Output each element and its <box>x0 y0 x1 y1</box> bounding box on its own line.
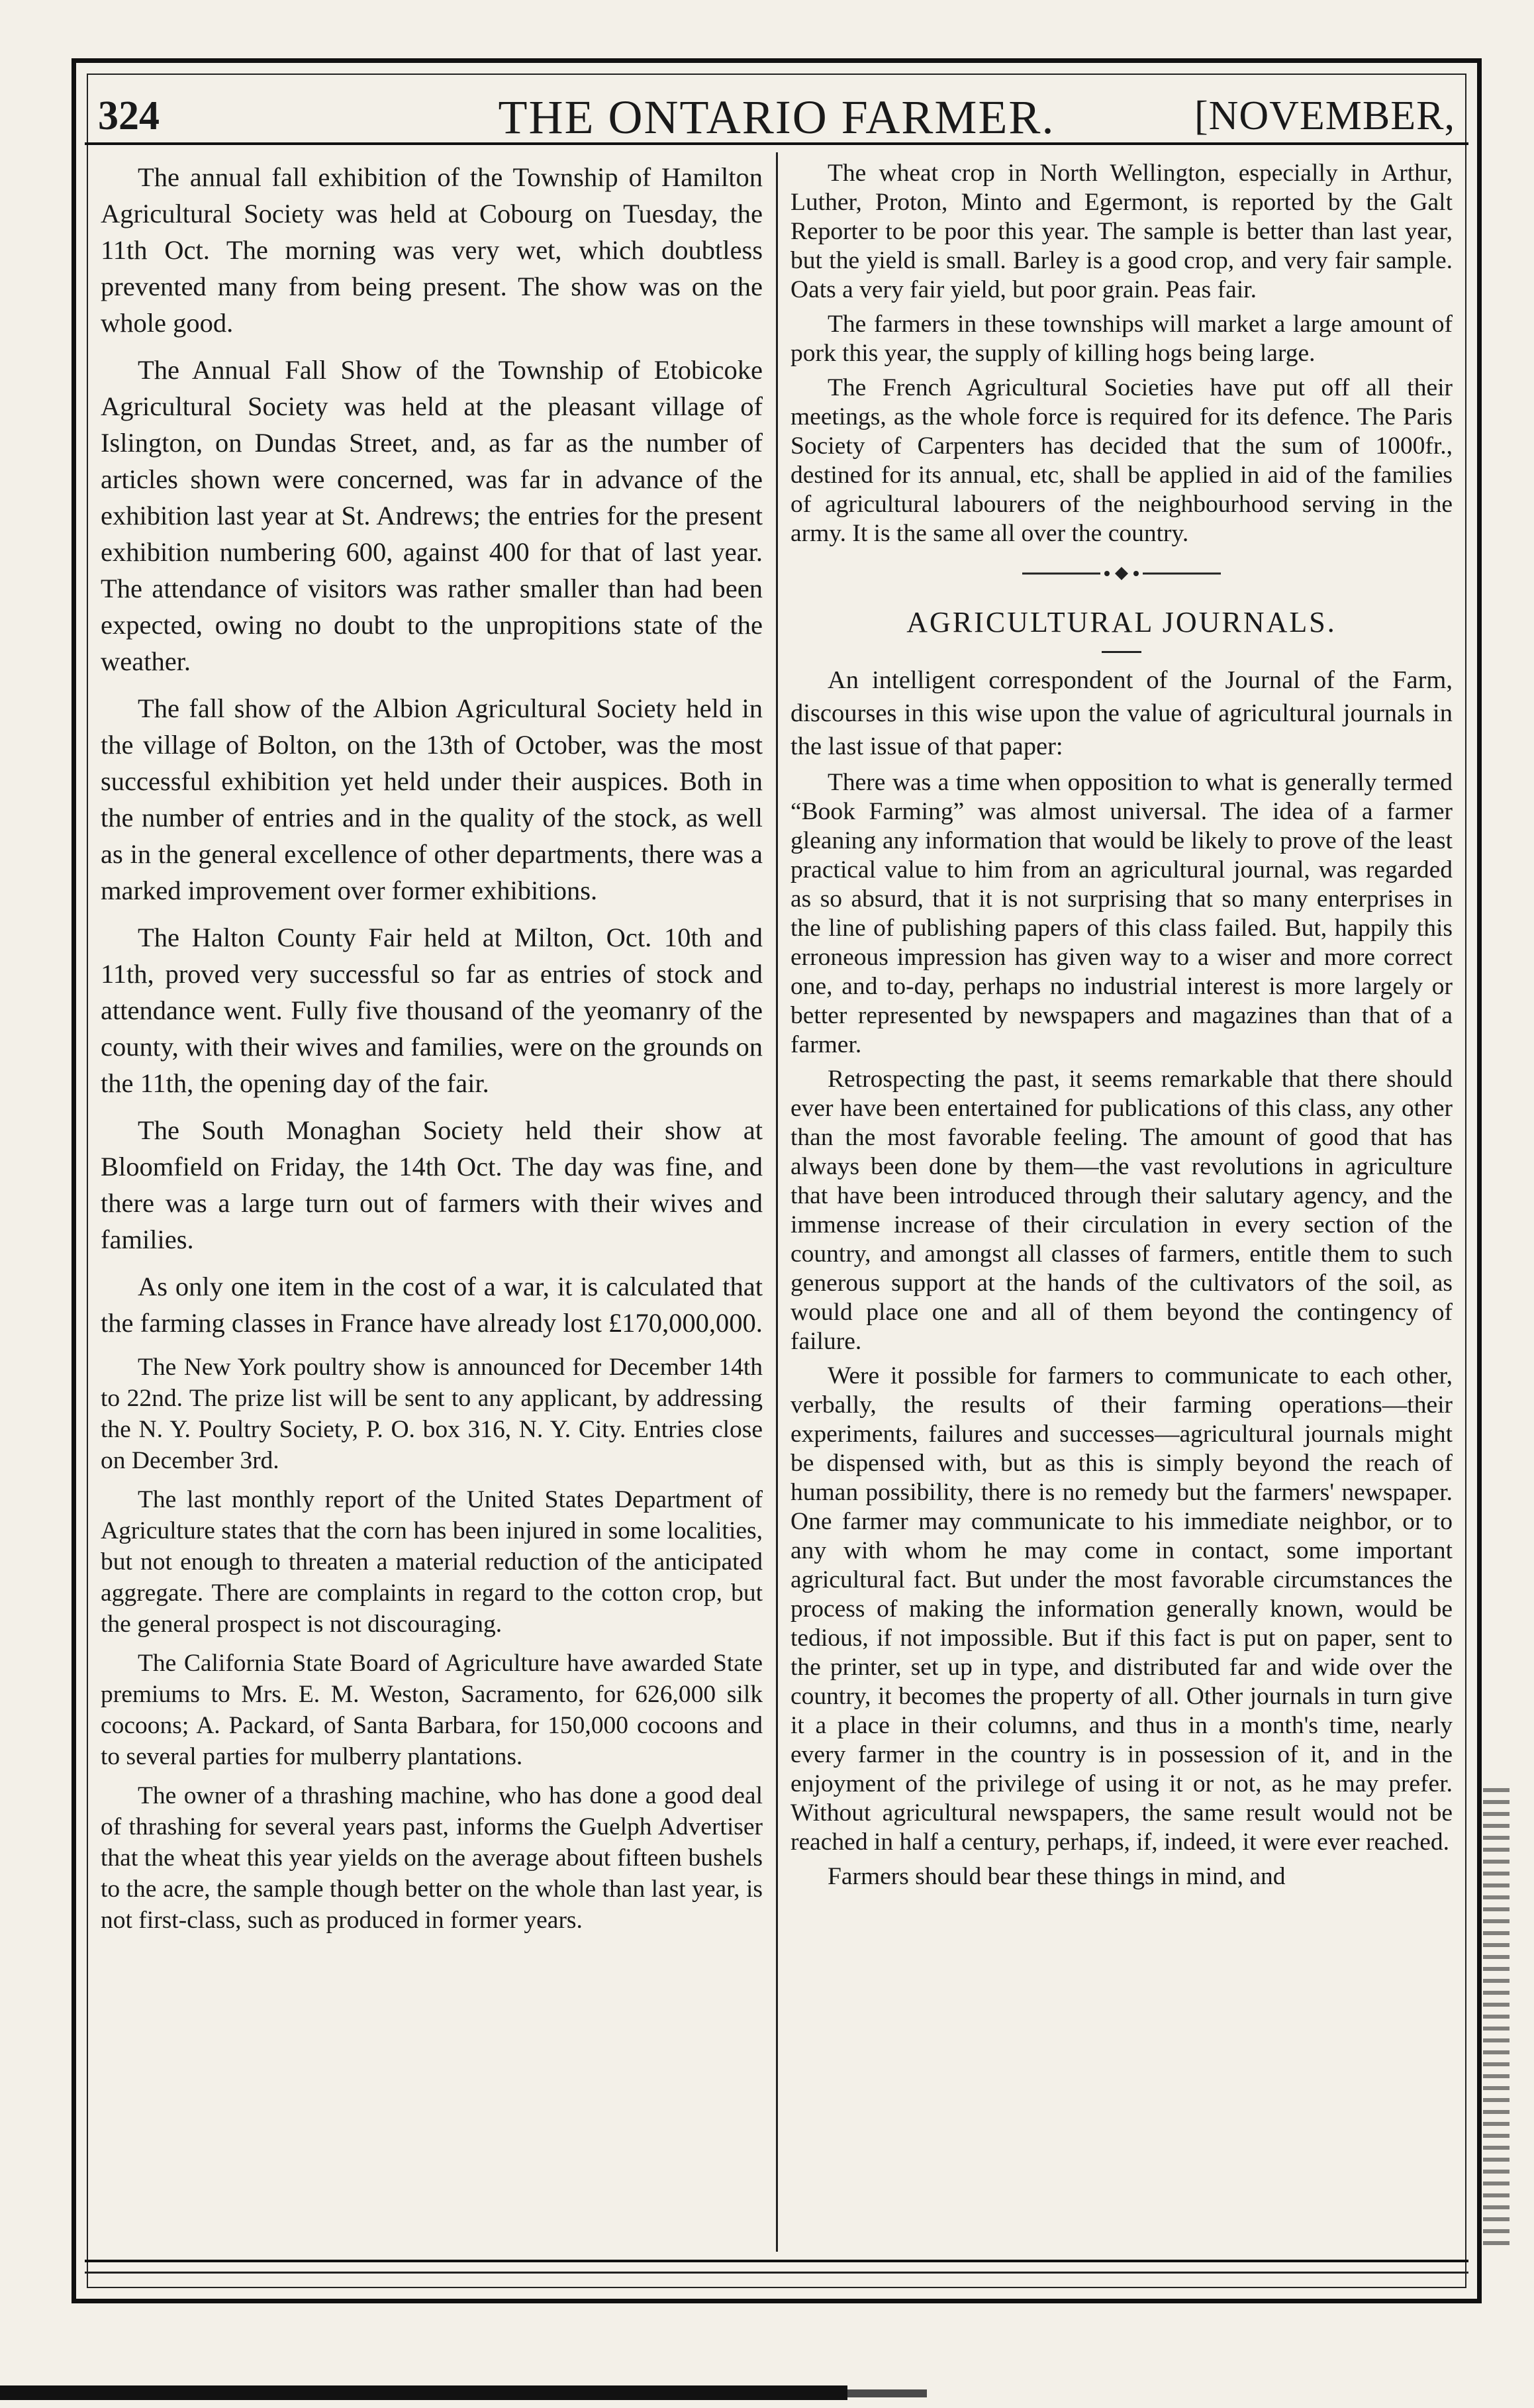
article-wellington-wheat: The wheat crop in North Wellington, especially in Arthur, Luther, Proton, Minto and Egermont, is reported by the Galt Reporter to be poor this year. The sample is better than last year, but the yield is small. Barley is a good crop, and very fair sample. Oats a very fair yield, but poor grain. Peas fair. <box>791 160 1453 303</box>
column-divider <box>776 152 778 2252</box>
scan-bar <box>0 2385 847 2400</box>
article-halton: The Halton County Fair held at Milton, Oct. 10th and 11th, proved very successful so far as entries of stock and attendance went. Fully five thousand of the yeomanry of the county, with their wives and families, were on the grounds on the 11th, the opening day of the fair. <box>101 923 763 1098</box>
article-france-war: As only one item in the cost of a war, it is calculated that the farming classes in France have already lost £170,000,000. <box>101 1272 763 1338</box>
page-title: THE ONTARIO FARMER. <box>498 91 1055 144</box>
header-rule <box>85 142 1468 145</box>
article-french-societies: The French Agricultural Societies have put off all their meetings, as the whole force is required for its defence. The Paris Society of Carpenters has decided that the sum of 1000fr., destined for its annual, etc, shall be applied in aid of the families of agricultural labourers of the neighbourhood serving in the army. It is the same all over the country. <box>791 374 1453 547</box>
article-thrashing: The owner of a thrashing machine, who has done a good deal of thrashing for several years past, informs the Guelph Advertiser that the wheat this year yields on the average about fifteen bushels to the acre, the sample though better on the whole than last year, is not first-class, such as produced in former years. <box>101 1782 763 1934</box>
issue-month: [NOVEMBER, <box>1194 93 1455 138</box>
journals-paragraph-2: Retrospecting the past, it seems remarkable that there should ever have been entertained for publications of this class, any other than the most favorable feeling. The amount of good that has always been done by them—the vast revolutions in agriculture that have been introduced through their salutary agency, and the immense increase of their circulation in every section of the country, and amongst all classes of farmers, entitle them to such generous support at the hands of the cultivators of the soil, as would place one and all of them beyond the contingency of failure. <box>791 1066 1453 1355</box>
article-pork: The farmers in these townships will market a large amount of pork this year, the supply of killing hogs being large. <box>791 311 1453 367</box>
journals-paragraph-4: Farmers should bear these things in mind, and <box>828 1863 1286 1890</box>
article-us-department: The last monthly report of the United States Department of Agriculture states that the corn has been injured in some localities, but not enough to threaten a material reduction of the anticipated aggregate. There are complaints in regard to the cotton crop, but the general prospect is not discouraging. <box>101 1486 763 1638</box>
article-california: The California State Board of Agriculture have awarded State premiums to Mrs. E. M. Weston, Sacramento, for 626,000 silk cocoons; A. Packard, of Santa Barbara, for 150,000 cocoons and to several parties for mulberry plantations. <box>101 1650 763 1770</box>
left-column <box>101 159 763 2245</box>
article-hamilton: The annual fall exhibition of the Township of Hamilton Agricultural Society was held at Cobourg on Tuesday, the 11th Oct. The morning was very wet, which doubtless prevented many from being present. The show was on the whole good. <box>101 162 763 338</box>
section-heading: AGRICULTURAL JOURNALS. <box>906 606 1337 638</box>
page-header <box>98 86 1455 143</box>
scan-bar-tail <box>847 2389 927 2397</box>
section-ornament <box>791 566 1453 581</box>
article-ny-poultry: The New York poultry show is announced for December 14th to 22nd. The prize list will be sent to any applicant, by addressing the N. Y. Poultry Society, P. O. box 316, N. Y. City. Entries close on December 3rd. <box>101 1354 763 1474</box>
scan-edge-mark <box>1483 1788 1510 2252</box>
heading-rule <box>1102 651 1141 653</box>
footer-rule-inner <box>85 2272 1468 2274</box>
journals-paragraph-1: There was a time when opposition to what is generally termed “Book Farming” was almost universal. The idea of a farmer gleaning any information that would be likely to prove of the least practical value to him from an agricultural journal, was regarded as so absurd, that it is not surprising that so many enterprises in the line of publishing papers of this class failed. But, happily this erroneous impression has given way to a wiser and more correct one, and to-day, perhaps no industrial interest is more largely or better represented by newspapers and magazines than that of a farmer. <box>791 769 1453 1058</box>
article-south-monaghan: The South Monaghan Society held their show at Bloomfield on Friday, the 14th Oct. The day was fine, and there was a large turn out of farmers with their wives and families. <box>101 1115 763 1254</box>
page-number: 324 <box>98 93 160 138</box>
section-intro: An intelligent correspondent of the Journal of the Farm, discourses in this wise upon the value of agricultural journals in the last issue of that paper: <box>791 666 1453 760</box>
footer-rule <box>85 2260 1468 2262</box>
ornament-divider-icon <box>1022 566 1221 581</box>
article-albion: The fall show of the Albion Agricultural Society held in the village of Bolton, on the 13th of October, was the most successful exhibition yet held under their auspices. Both in the number of entries and in the quality of the stock, as well as in the general excellence of other departments, there was a marked improvement over former exhibitions. <box>101 693 763 905</box>
right-column <box>791 159 1453 2245</box>
article-etobicoke: The Annual Fall Show of the Township of Etobicoke Agricultural Society was held at the pleasant village of Islington, on Dundas Street, and, as far as the number of articles shown were concerned, was far in advance of the exhibition last year at St. Andrews; the entries for the present exhibition numbering 600, against 400 for that of last year. The attendance of visitors was rather smaller than had been expected, owing no doubt to the unpropitions state of the weather. <box>101 355 763 676</box>
journals-paragraph-3: Were it possible for farmers to communicate to each other, verbally, the results of their farming operations—their experiments, failures and successes—agricultural journals might be dispensed with, but as this is simply beyond the reach of human possibility, there is no remedy but the farmers' newspaper. One farmer may communicate to his immediate neighbor, or to any with whom he may come in contact, some important agricultural fact. But under the most favorable circumstances the process of making the information generally known, would be tedious, if not impossible. But if this fact is put on paper, sent to the printer, set up in type, and distributed far and wide over the country, it becomes the property of all. Other journals in turn give it a place in their columns, and thus in a month's time, nearly every farmer in the country is in possession of it, and in the enjoyment of the privilege of using it or not, as he may prefer. Without agricultural newspapers, the same result would not be reached in half a century, perhaps, if, indeed, it were ever reached. <box>791 1362 1453 1856</box>
